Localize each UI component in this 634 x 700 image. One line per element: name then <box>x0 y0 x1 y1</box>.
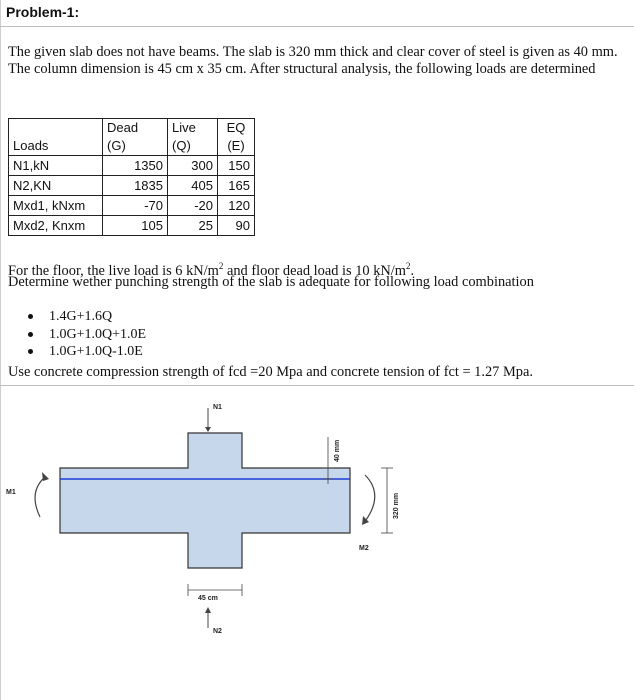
eq-value: 90 <box>218 216 255 236</box>
thickness-label: 320 mm <box>393 492 400 519</box>
combination-text: 1.0G+1.0Q+1.0E <box>49 326 147 342</box>
n1-arrowhead-icon <box>205 427 211 432</box>
live-value: 300 <box>168 156 218 176</box>
slab-column-section <box>60 433 350 568</box>
eq-value: 120 <box>218 196 255 216</box>
header-live-symbol: (Q) <box>168 137 218 156</box>
eq-value: 150 <box>218 156 255 176</box>
dead-value: -70 <box>103 196 168 216</box>
live-value: 405 <box>168 176 218 196</box>
m2-label: M2 <box>359 545 369 552</box>
column-width-label: 45 cm <box>198 595 218 602</box>
concrete-note: Use concrete compression strength of fcd =20 Mpa and concrete tension of fct = 1.27 Mpa. <box>8 364 533 380</box>
floor-live-text: For the floor, the live load is 6 kN/m <box>8 262 219 279</box>
m1-label: M1 <box>6 489 16 496</box>
row-label: N1,kN <box>9 156 103 176</box>
combination-text: 1.0G+1.0Q-1.0E <box>49 344 143 359</box>
header-dead: Dead <box>103 119 168 138</box>
dead-value: 105 <box>103 216 168 236</box>
header-live: Live <box>168 119 218 138</box>
live-value: -20 <box>168 196 218 216</box>
floor-dead-text: and floor dead load is 10 kN/m <box>223 262 407 279</box>
n1-label: N1 <box>213 404 222 411</box>
floor-unit-exponent: 2 <box>218 261 224 271</box>
combination-text: 1.4G+1.6Q <box>49 309 113 324</box>
m1-arrowhead-icon <box>42 472 49 481</box>
row-label: N2,KN <box>9 176 103 196</box>
dead-value: 1350 <box>103 156 168 176</box>
floor-end: . <box>410 262 415 279</box>
dead-value: 1835 <box>103 176 168 196</box>
eq-value: 165 <box>218 176 255 196</box>
determine-text: Determine wether punching strength of the slab is adequate for following load combination <box>8 274 534 290</box>
row-label: Mxd2, Knxm <box>9 216 103 236</box>
live-value: 25 <box>168 216 218 236</box>
n2-arrowhead-icon <box>205 607 211 613</box>
intro-paragraph: The given slab does not have beams. The slab is 320 mm thick and clear cover of steel is given as 40 mm. The column dimension is 45 cm x 35 cm. After structural analysis, the following loads are determined <box>8 44 618 77</box>
row-label: Mxd1, kNxm <box>9 196 103 216</box>
problem-title: Problem-1: <box>6 4 80 20</box>
floor-unit-exponent: 2 <box>406 261 411 271</box>
n2-label: N2 <box>213 628 222 635</box>
m2-moment-icon <box>365 475 375 520</box>
cover-label: 40 mm <box>334 439 341 462</box>
header-eq-symbol: (E) <box>218 137 255 156</box>
header-dead-symbol: (G) <box>103 137 168 156</box>
header-eq: EQ <box>218 119 255 138</box>
m1-moment-icon <box>35 477 45 517</box>
header-loads: Loads <box>9 137 103 156</box>
